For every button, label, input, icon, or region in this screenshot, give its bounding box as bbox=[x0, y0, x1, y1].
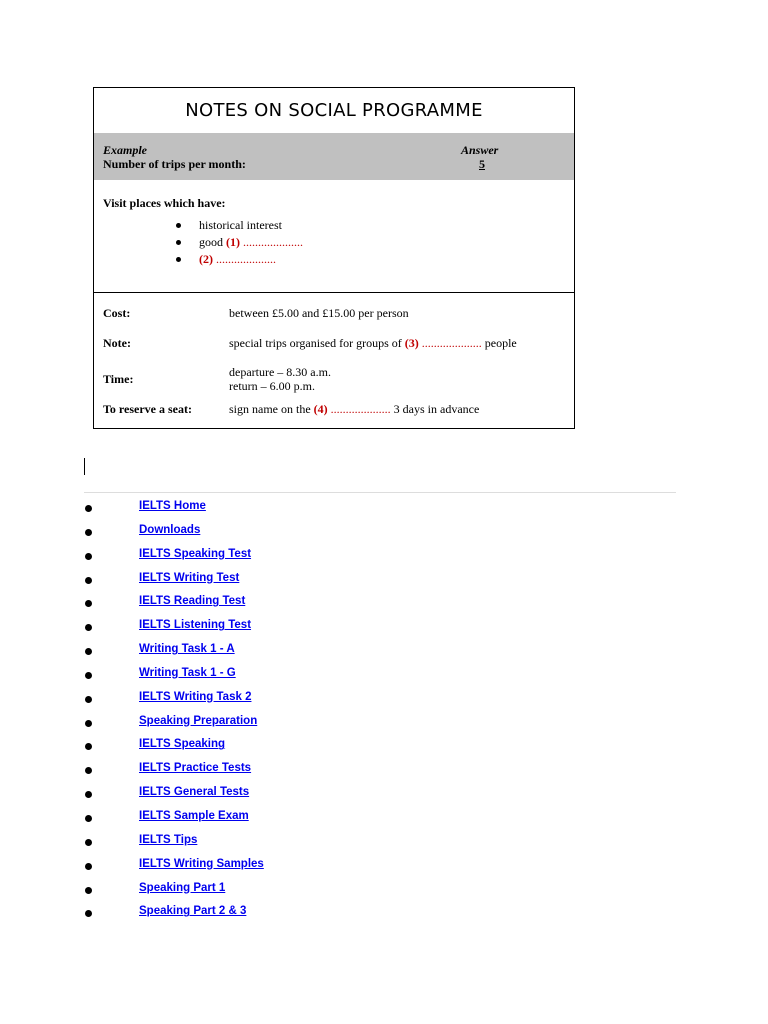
bullet-icon bbox=[85, 743, 92, 750]
note-text-end: people bbox=[481, 336, 517, 350]
reserve-text: sign name on the bbox=[229, 402, 314, 416]
link-practice-tests[interactable]: IELTS Practice Tests bbox=[139, 762, 252, 775]
question-number: (2) bbox=[199, 252, 213, 266]
bullet-icon bbox=[85, 910, 92, 917]
bullet-icon bbox=[85, 839, 92, 846]
horizontal-rule bbox=[84, 492, 676, 493]
cost-label: Cost: bbox=[103, 306, 131, 320]
answer-blank[interactable]: .................... bbox=[418, 336, 482, 350]
bullet-icon bbox=[85, 767, 92, 774]
note-text: special trips organised for groups of bbox=[229, 336, 405, 350]
bullet-icon bbox=[85, 648, 92, 655]
link-speaking-test[interactable]: IELTS Speaking Test bbox=[139, 547, 252, 560]
bullet-icon bbox=[176, 240, 181, 245]
list-item bbox=[173, 217, 303, 234]
note-label: Note: bbox=[103, 336, 131, 350]
list-item bbox=[173, 251, 303, 268]
link-writing-task-1-a[interactable]: Writing Task 1 - A bbox=[139, 643, 235, 656]
bullet-icon bbox=[85, 600, 92, 607]
answer-value: 5 bbox=[479, 157, 485, 171]
bullet-icon bbox=[85, 529, 92, 536]
visit-heading: Visit places which have: bbox=[103, 196, 226, 210]
bullet-icon bbox=[85, 863, 92, 870]
bullet-icon bbox=[85, 720, 92, 727]
link-listening-test[interactable]: IELTS Listening Test bbox=[139, 619, 252, 632]
example-band bbox=[94, 133, 574, 180]
note-value bbox=[229, 336, 517, 351]
answer-blank[interactable]: .................... bbox=[213, 252, 276, 266]
bullet-icon bbox=[85, 815, 92, 822]
answer-label: Answer bbox=[461, 143, 499, 157]
visit-bullet-list bbox=[173, 217, 303, 268]
link-writing-task-1-g[interactable]: Writing Task 1 - G bbox=[139, 666, 236, 679]
question-number: (4) bbox=[313, 402, 328, 416]
answer-blank[interactable]: .................... bbox=[240, 235, 303, 249]
divider bbox=[94, 292, 574, 293]
link-ielts-tips[interactable]: IELTS Tips bbox=[139, 833, 198, 846]
notes-box bbox=[93, 87, 575, 429]
link-writing-test[interactable]: IELTS Writing Test bbox=[139, 571, 240, 584]
link-downloads[interactable]: Downloads bbox=[139, 523, 201, 536]
link-sample-exam[interactable]: IELTS Sample Exam bbox=[139, 809, 249, 822]
bullet-text: historical interest bbox=[199, 218, 282, 232]
link-speaking-part-1[interactable]: Speaking Part 1 bbox=[139, 881, 226, 894]
bullet-icon bbox=[85, 887, 92, 894]
link-speaking-part-2-3[interactable]: Speaking Part 2 & 3 bbox=[139, 905, 247, 918]
reserve-text-end: 3 days in advance bbox=[390, 402, 480, 416]
bullet-icon bbox=[85, 505, 92, 512]
cost-value: between £5.00 and £15.00 per person bbox=[229, 306, 409, 320]
link-writing-task-2[interactable]: IELTS Writing Task 2 bbox=[139, 690, 252, 703]
bullet-icon bbox=[85, 553, 92, 560]
question-number: (1) bbox=[226, 235, 240, 249]
link-ielts-speaking[interactable]: IELTS Speaking bbox=[139, 738, 226, 751]
bullet-text: good bbox=[199, 235, 226, 249]
question-number: (3) bbox=[404, 336, 419, 350]
link-speaking-preparation[interactable]: Speaking Preparation bbox=[139, 714, 258, 727]
link-reading-test[interactable]: IELTS Reading Test bbox=[139, 595, 246, 608]
reserve-label: To reserve a seat: bbox=[103, 402, 192, 416]
example-question: Number of trips per month: bbox=[103, 157, 246, 171]
bullet-icon bbox=[85, 577, 92, 584]
bullet-icon bbox=[85, 672, 92, 679]
text-cursor bbox=[84, 458, 85, 475]
link-writing-samples[interactable]: IELTS Writing Samples bbox=[139, 857, 264, 870]
link-ielts-home[interactable]: IELTS Home bbox=[139, 500, 206, 512]
time-label: Time: bbox=[103, 372, 134, 386]
bullet-icon bbox=[176, 223, 181, 228]
time-return: return – 6.00 p.m. bbox=[229, 379, 315, 393]
reserve-value bbox=[229, 402, 479, 417]
bullet-icon bbox=[176, 257, 181, 262]
link-general-tests[interactable]: IELTS General Tests bbox=[139, 786, 250, 799]
notes-title: NOTES ON SOCIAL PROGRAMME bbox=[185, 100, 483, 121]
bullet-icon bbox=[85, 791, 92, 798]
bullet-icon bbox=[85, 696, 92, 703]
bullet-icon bbox=[85, 624, 92, 631]
example-label: Example bbox=[103, 143, 147, 157]
answer-blank[interactable]: .................... bbox=[327, 402, 391, 416]
list-item bbox=[173, 234, 303, 251]
time-departure: departure – 8.30 a.m. bbox=[229, 365, 331, 379]
